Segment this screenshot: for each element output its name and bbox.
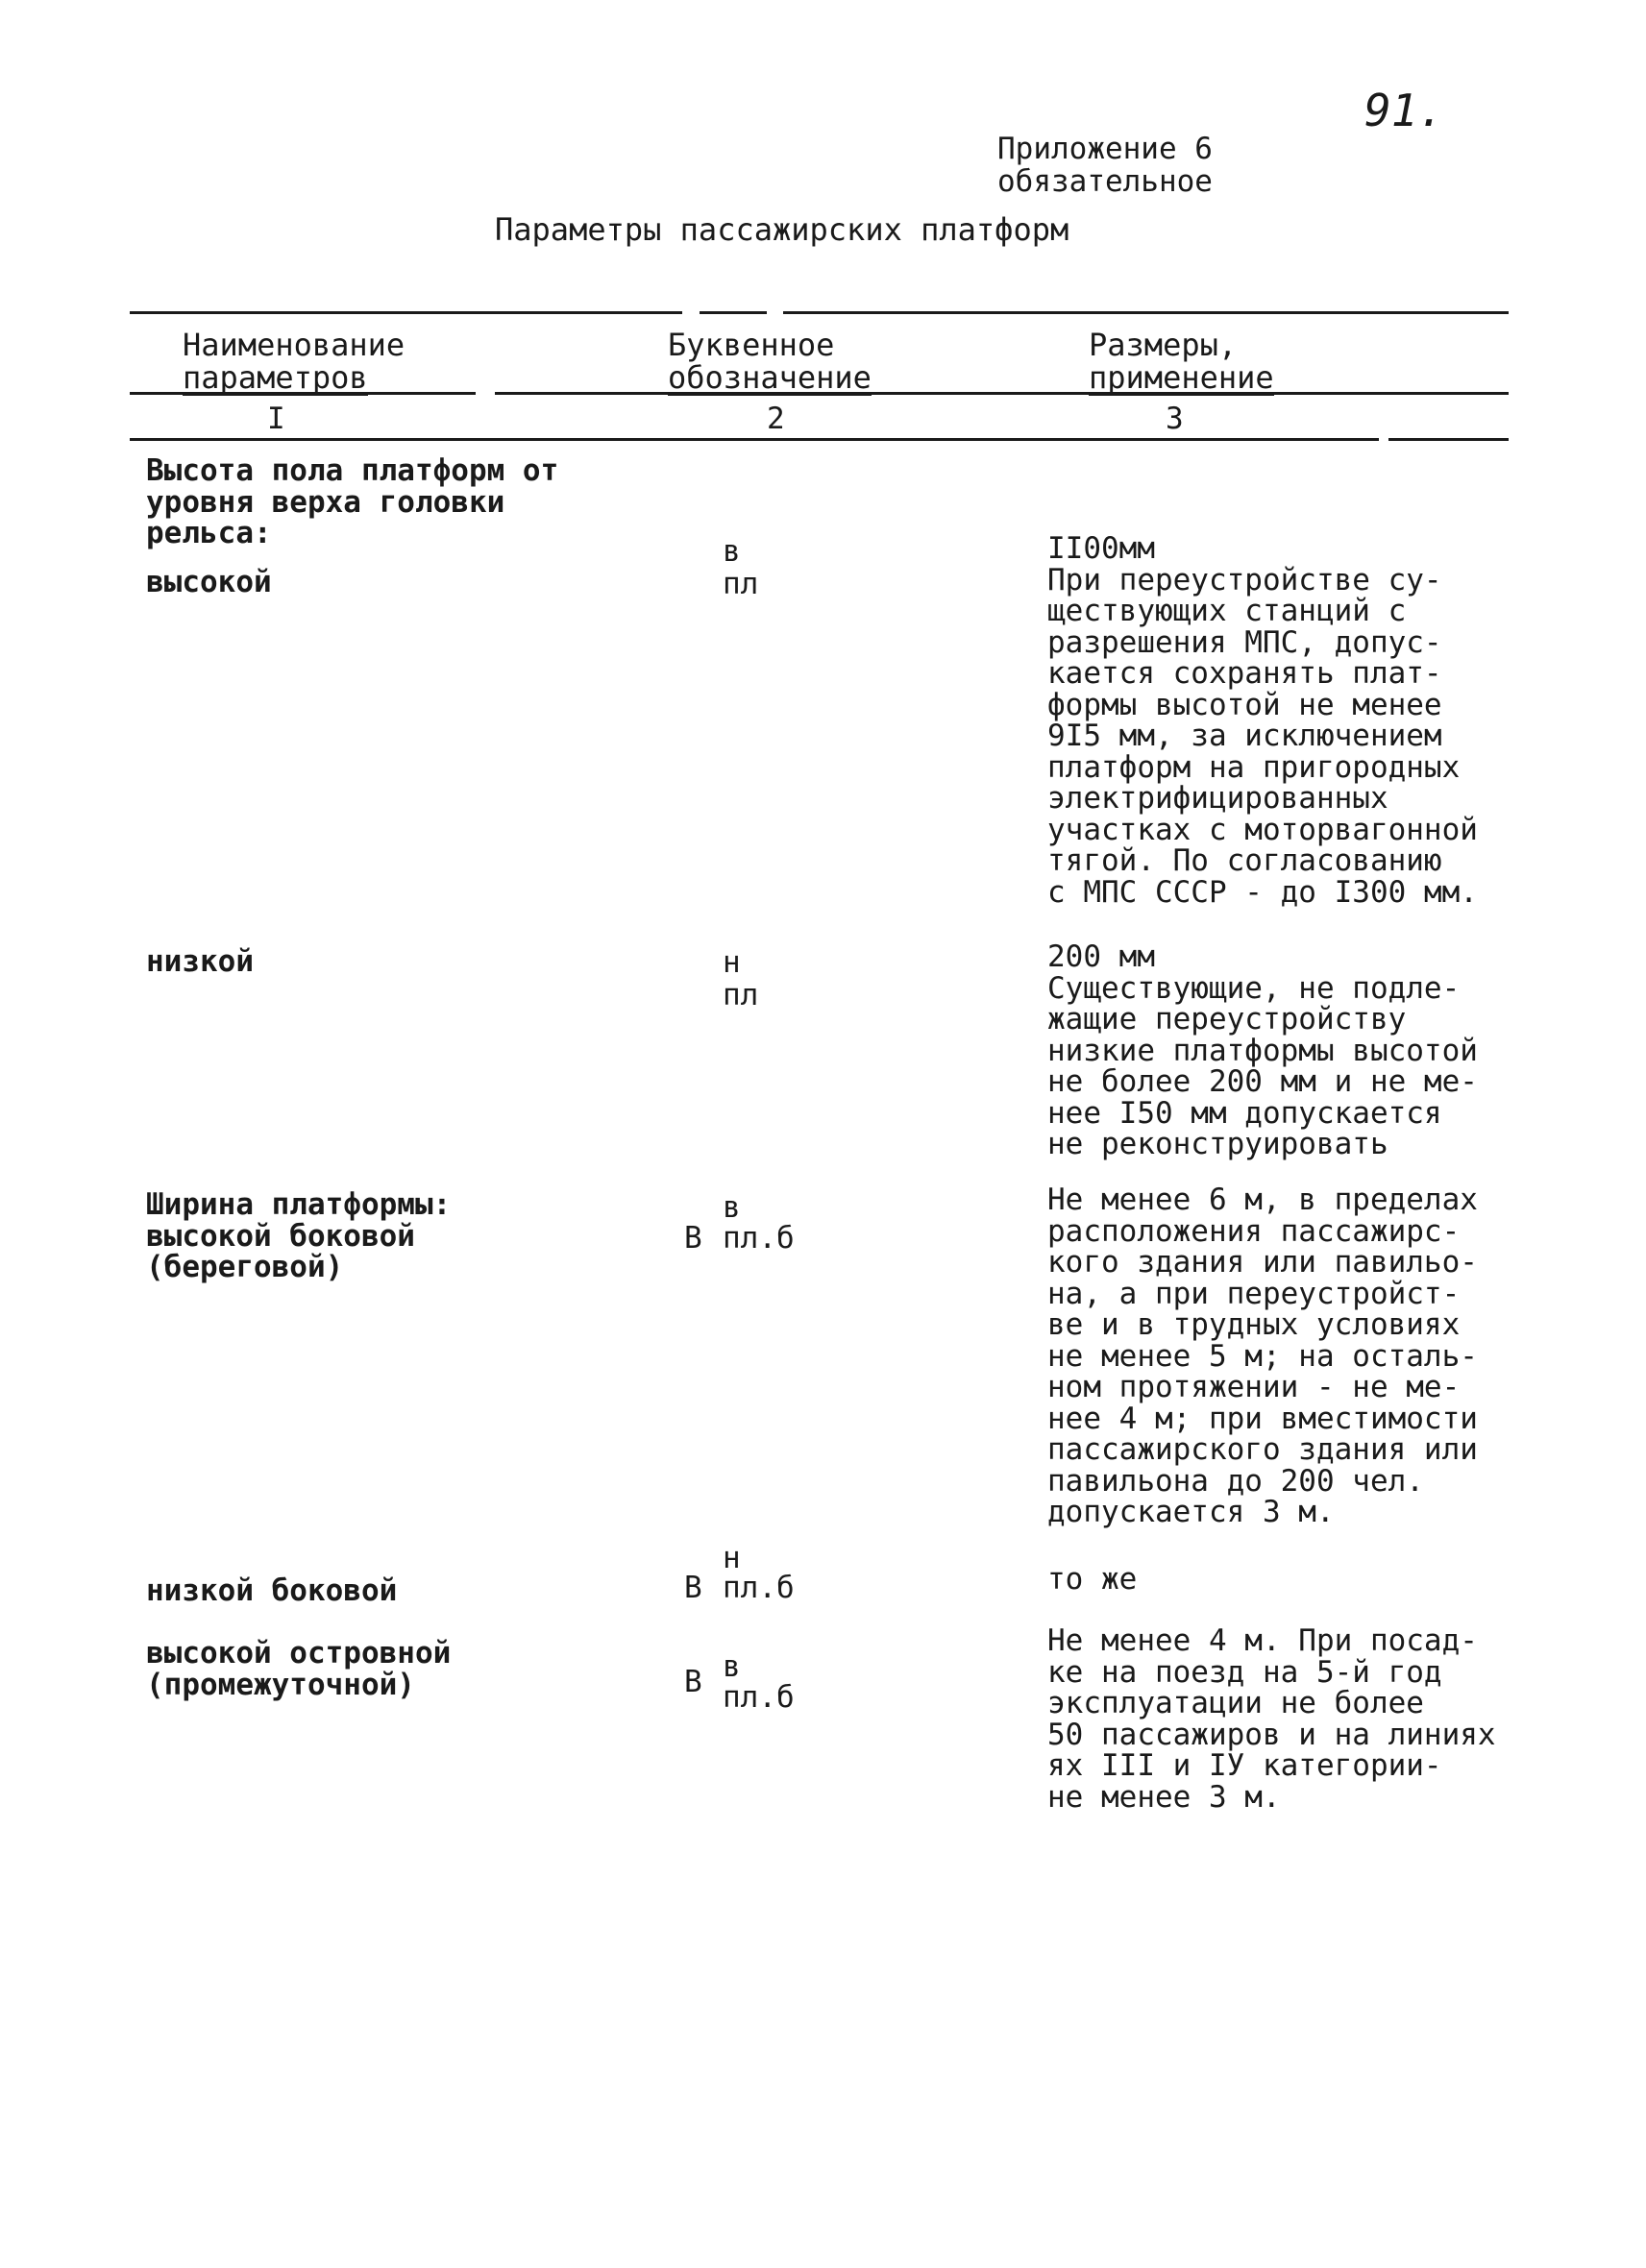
row-high-value: II00мм При переустройстве су- ществующих станций с разрешения МПС, допус- кается сохранять плат- формы высотой не менее 9I5 мм, за исключением платформ на пригородных электрифицированных участках с моторвагонной тягой. По согласованию с МПС СССР - до I300 мм. [1047, 531, 1478, 910]
row-high-name: высокой [146, 565, 272, 599]
appendix-heading [997, 133, 1213, 198]
header-col3 [1089, 329, 1274, 396]
row-low-symbol [723, 946, 758, 1012]
row-width-high-side-symbol-main: В [684, 1221, 702, 1256]
row-width-island-symbol-sup: в [723, 1649, 741, 1684]
header-col1-line2: параметров [183, 359, 368, 396]
appendix-status: обязательное [997, 164, 1213, 199]
row-width-low-side-name: низкой боковой [146, 1573, 398, 1608]
header-bottom-rule [130, 392, 476, 395]
row-width-high-side-symbol-sup: в [723, 1190, 741, 1225]
row-width-low-side-value: то же [1047, 1562, 1138, 1597]
column-numbers-rule [130, 438, 1379, 441]
row-width-low-side-symbol-sub: пл.б [723, 1571, 795, 1605]
header-col1 [183, 329, 405, 396]
header-col1-line1: Наименование [183, 327, 405, 363]
row-width-island-symbol-sub: пл.б [723, 1680, 795, 1715]
table-top-rule [130, 311, 682, 314]
row-high-symbol-sub: пл [723, 567, 759, 601]
row-width-high-side-value: Не менее 6 м, в пределах расположения пассажирс- кого здания или павильо- на, а при переустройст- ве и в трудных условиях не менее 5 м; на осталь- ном протяжении - не ме- нее 4 м; при вместимости пассажирского здания или павильона до 200 чел. допускается 3 м. [1047, 1183, 1478, 1529]
row-width-high-side-symbol-sub: пл.б [723, 1221, 795, 1256]
row-width-low-side-symbol-main: В [684, 1571, 702, 1605]
row-width-high-side-name: Ширина платформы: высокой боковой (береговой) [146, 1187, 452, 1284]
header-col2-line1: Буквенное [668, 327, 835, 363]
row-low-name: низкой [146, 944, 254, 979]
column-number-2: 2 [767, 402, 785, 436]
row-width-low-side-symbol-sup: н [723, 1541, 741, 1575]
appendix-number: Приложение 6 [997, 132, 1213, 166]
page-number: 91. [1364, 85, 1445, 136]
row-width-island-value: Не менее 4 м. При посад- ке на поезд на 5-й год эксплуатации не более 50 пассажиров и на линиях ях III и IУ категории- не менее 3 м. [1047, 1623, 1496, 1815]
row-low-symbol-sup: н [723, 945, 741, 980]
column-number-3: 3 [1166, 402, 1184, 436]
header-col3-line1: Размеры, [1089, 327, 1238, 363]
row-width-island-name: высокой островной (промежуточной) [146, 1636, 452, 1702]
header-col2 [668, 329, 872, 396]
document-title: Параметры пассажирских платформ [495, 211, 1069, 248]
row-height-heading: Высота пола платформ от уровня верха головки рельса: [146, 453, 559, 550]
row-width-island-symbol-main: В [684, 1665, 702, 1699]
header-col3-line2: применение [1089, 359, 1274, 396]
row-low-value: 200 мм Существующие, не подле- жащие переустройству низкие платформы высотой не более 200 мм и не ме- нее I50 мм допускается не реконструировать [1047, 939, 1478, 1161]
table-top-rule-2 [700, 311, 767, 314]
row-low-symbol-sub: пл [723, 978, 759, 1012]
row-high-symbol [723, 535, 758, 600]
column-number-1: I [267, 402, 285, 436]
table-top-rule-3 [783, 311, 1509, 314]
header-bottom-rule-2 [495, 392, 1509, 395]
row-high-symbol-sup: в [723, 534, 741, 569]
header-col2-line2: обозначение [668, 359, 872, 396]
column-numbers-rule-2 [1388, 438, 1509, 441]
